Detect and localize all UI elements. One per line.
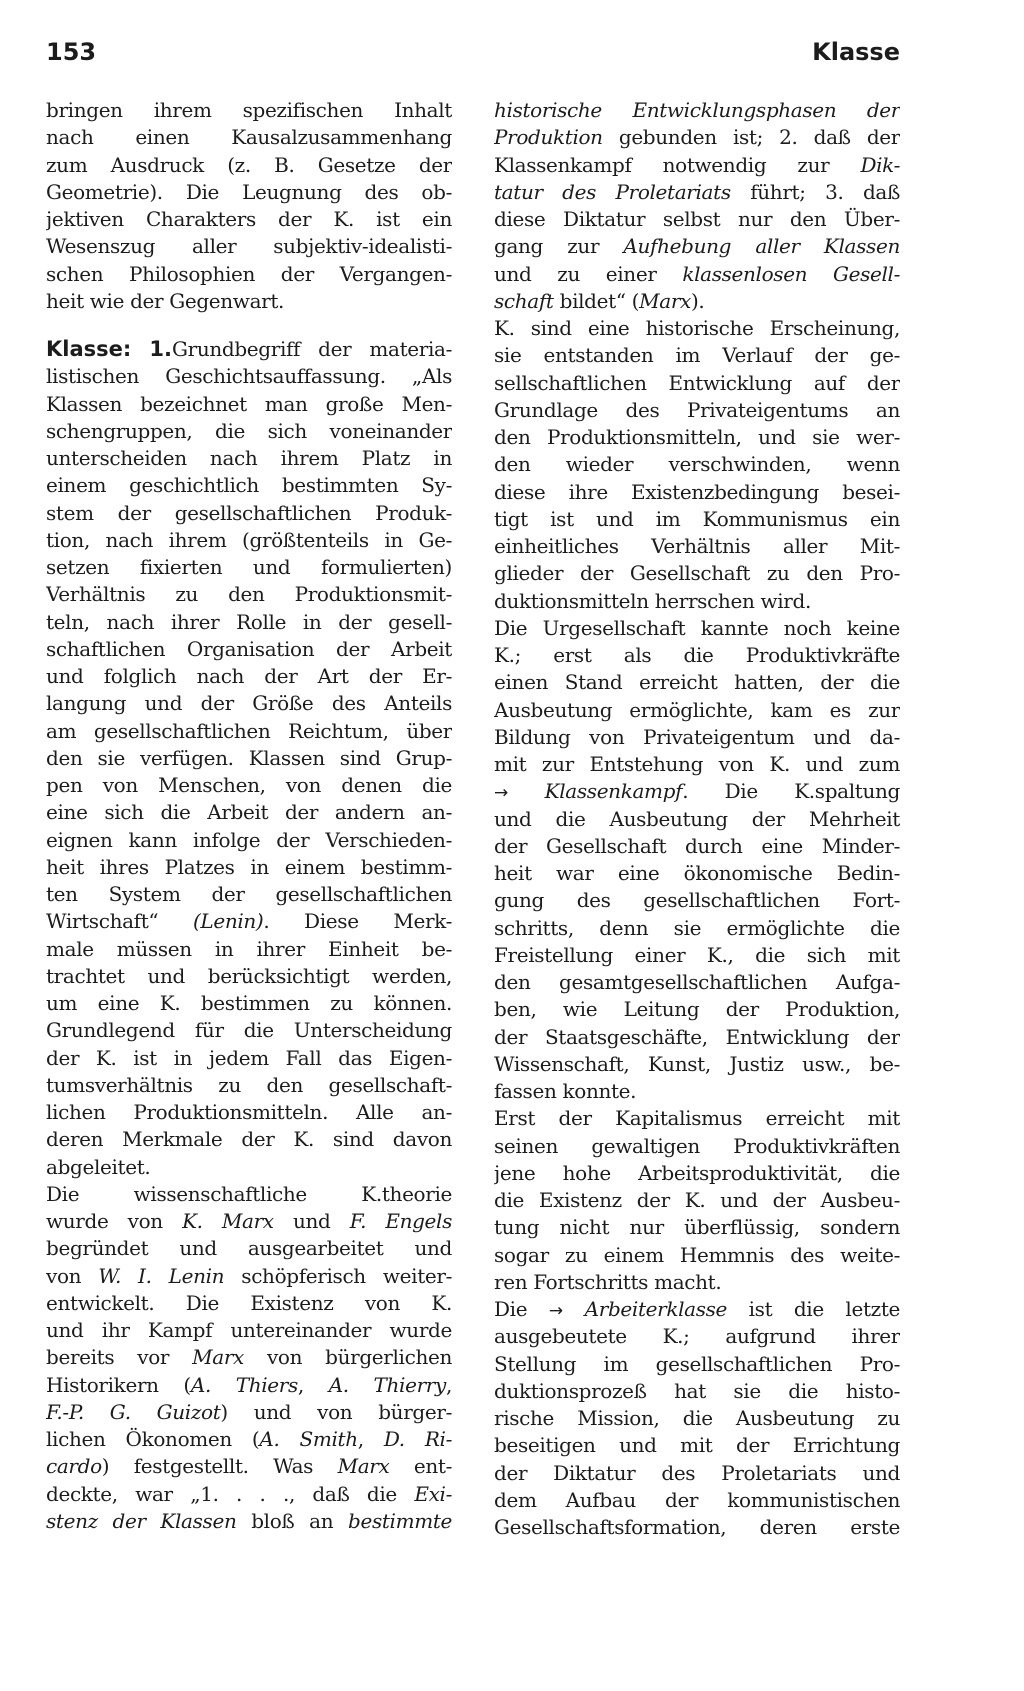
text-line: schaft bildet“ (Marx). [494,288,705,313]
author-name: cardo [46,1454,102,1479]
text-line: einheitliches Verhältnis aller Mit- [494,534,900,558]
page-number: 153 [46,38,97,66]
text-line: setzen fixierten und formulierten) [46,555,452,579]
text-line: und folglich nach der Art der Er- [46,664,452,688]
page-header [46,38,900,78]
text-line: Erst der Kapitalismus erreicht mit [494,1106,900,1131]
emphasis: stenz der Klassen [46,1508,237,1533]
text-line: bereits vor Marx von bürgerlichen [46,1345,452,1370]
author-citation: (Lenin) [192,909,264,934]
text-line: male müssen in ihrer Einheit be- [46,936,452,961]
emphasis: schaft [494,288,554,313]
text-line: Ausbeutung ermöglichte, kam es zur [494,697,900,722]
text-line: Produktion gebunden ist; 2. daß der [494,125,900,150]
text-line: ren Fortschritts macht. [494,1269,722,1294]
emphasis: klassenlosen Gesell- [682,261,900,286]
cross-reference-klassenkampf[interactable]: Klassenkampf [544,779,683,804]
paragraph-marx-quote-end [494,97,900,315]
text-line: Die wissenschaftliche K.theorie [46,1181,452,1206]
running-head: Klasse [812,38,900,66]
text-line: K. sind eine historische Erscheinung, [494,316,900,340]
text-line: lichen Ökonomen (A. Smith, D. Ri- [46,1427,452,1451]
text-line: tumsverhältnis zu den gesellschaft- [46,1072,452,1097]
text-line: entwickelt. Die Existenz von K. [46,1290,452,1315]
text-line: sogar zu einem Hemmnis des weite- [494,1242,900,1267]
text-line: pen von Menschen, von denen die [46,773,452,797]
entry-gap [46,315,452,336]
text-line: lichen Produktionsmitteln. Alle an- [46,1100,452,1124]
paragraph-urgesellschaft [494,615,900,1106]
text-line: ausgebeutete K.; aufgrund ihrer [494,1324,900,1349]
text-line: seinen gewaltigen Produktivkräften [494,1133,900,1158]
text-line: heit wie der Gegenwart. [46,288,285,313]
text-line: tion, nach ihrem (größtenteils in Ge- [46,527,452,552]
text-line: den Produktionsmitteln, und sie wer- [494,425,900,449]
text-line: Freistellung einer K., die sich mit [494,942,900,967]
paragraph-kapitalismus [494,1105,900,1296]
paragraph-historical [494,315,900,615]
text-line: Die Urgesellschaft kannte noch keine [494,615,900,640]
author-name: A. Thiers [190,1372,298,1397]
text-line: unterscheiden nach ihrem Platz in [46,446,452,470]
text-line: tung nicht nur überflüssig, sondern [494,1215,900,1240]
text-line [494,97,900,124]
text-line: der Gesellschaft durch eine Minder- [494,833,900,858]
text-line: ten System der gesellschaftlichen [46,882,452,906]
entry-sense-number: 1. [149,337,172,361]
text-line: F.-P. G. Guizot) und von bürger- [46,1399,452,1424]
text-line: den sie verfügen. Klassen sind Grup- [46,745,452,770]
text-line: jektiven Charakters der K. ist ein [46,207,452,231]
text-line: listischen Geschichtsauffassung. „Als [46,364,452,389]
text-line: mit zur Entstehung von K. und zum [494,752,900,776]
text-line: diese ihre Existenzbedingung besei- [494,479,900,504]
author-name: D. Ri- [383,1427,452,1451]
text-line: jene hohe Arbeitsproduktivität, die [494,1160,900,1185]
text-line: Grundlage des Privateigentums an [494,397,900,422]
right-column [494,97,900,1541]
text-line: → Klassenkampf. Die K.spaltung [494,779,900,804]
text-line: abgeleitet. [46,1154,151,1179]
text-line: Geometrie). Die Leugnung des ob- [46,179,452,204]
text-line: rische Mission, die Ausbeutung zu [494,1406,900,1430]
text-line: langung und der Größe des Anteils [46,691,452,716]
emphasis: Dik- [860,152,900,177]
text-line: und zu einer klassenlosen Gesell- [494,261,900,286]
text-line: teln, nach ihrer Rolle in der gesell- [46,609,452,634]
text-line: gang zur Aufhebung aller Klassen [494,234,900,259]
text-line: Gesellschaftsformation, deren erste [494,1515,900,1539]
text-line: den wieder verschwinden, wenn [494,452,900,477]
author-name: W. I. Lenin [98,1263,225,1288]
entry-term: Klasse: [46,337,132,361]
cross-reference-arbeiterklasse[interactable]: Arbeiterklasse [584,1297,728,1321]
author-citation: Marx [639,288,691,313]
text-line: nach einen Kausalzusammenhang [46,125,452,150]
text-line: duktionsmitteln herrschen wird. [494,588,811,613]
text-line: Klassen bezeichnet man große Men- [46,391,452,416]
text-line: deckte, war „1. . . ., daß die Exi- [46,1481,452,1506]
text-line: dem Aufbau der kommunistischen [494,1487,900,1512]
text-line: sie entstanden im Verlauf der ge- [494,343,900,368]
paragraph-intro-continuation [46,97,452,315]
text-line: der K. ist in jedem Fall das Eigen- [46,1045,452,1070]
text-line: und die Ausbeutung der Mehrheit [494,806,900,831]
text-line: fassen konnte. [494,1079,637,1103]
text-line: Klasse: 1.Grundbegriff der materia- [46,337,452,361]
text-line: schen Philosophien der Vergangen- [46,261,452,286]
emphasis: bestimmte [348,1508,452,1533]
author-name: Marx [192,1345,244,1370]
emphasis: historische Entwicklungsphasen der [494,98,900,122]
text-line: tigt ist und im Kommunismus ein [494,506,900,531]
text-line: Grundlegend für die Unterscheidung [46,1018,452,1043]
text-line: Bildung von Privateigentum und da- [494,724,900,749]
text-line: Wissenschaft, Kunst, Justiz usw., be- [494,1051,900,1076]
text-line: einen Stand erreicht hatten, der die [494,670,900,695]
text-line: eine sich die Arbeit der andern an- [46,800,452,825]
text-line: von W. I. Lenin schöpferisch weiter- [46,1263,452,1288]
text-line: eignen kann infolge der Verschieden- [46,827,452,852]
text-line: ben, wie Leitung der Produktion, [494,997,900,1022]
author-name: Marx [337,1454,390,1479]
text-line: zum Ausdruck (z. B. Gesetze der [46,152,452,177]
text-line: trachtet und berücksichtigt werden, [46,963,452,988]
cross-reference-arrow-icon: → [494,783,509,804]
text-line: begründet und ausgearbeitet und [46,1236,452,1261]
paragraph-theory [46,1181,452,1535]
text-line: schaftlichen Organisation der Arbeit [46,636,452,661]
emphasis: Exi- [414,1481,452,1506]
text-line: Die → Arbeiterklasse ist die letzte [494,1297,900,1321]
text-line: heit ihres Platzes in einem bestimm- [46,854,452,879]
text-line: schengruppen, die sich voneinander [46,418,452,443]
text-line: Klassenkampf notwendig zur Dik- [494,152,900,177]
text-line: die Existenz der K. und der Ausbeu- [494,1188,900,1212]
author-name: F. Engels [349,1209,452,1233]
text-line: K.; erst als die Produktivkräfte [494,643,900,667]
emphasis: tatur des Proletariats [494,179,731,204]
text-line: gung des gesellschaftlichen Fort- [494,888,900,913]
text-line: den gesamtgesellschaftlichen Aufga- [494,970,900,994]
text-line: heit war eine ökonomische Bedin- [494,861,900,885]
text-line: Verhältnis zu den Produktionsmit- [46,582,452,607]
text-line: diese Diktatur selbst nur den Über- [494,207,900,231]
entry-klasse [46,336,452,1181]
text-line: um eine K. bestimmen zu können. [46,991,452,1015]
emphasis: Aufhebung aller Klassen [623,234,900,259]
text-line: und ihr Kampf untereinander wurde [46,1318,452,1342]
text-line: sellschaftlichen Entwicklung auf der [494,370,900,395]
text-line: bringen ihrem spezifischen Inhalt [46,98,452,122]
author-name: A. Thierry [328,1372,446,1397]
text-line: Wesenszug aller subjektiv-idealisti- [46,234,452,259]
author-name: A. Smith [259,1427,358,1451]
text-line: Historikern (A. Thiers, A. Thierry, [46,1372,452,1397]
text-line: stem der gesellschaftlichen Produk- [46,500,452,525]
text-line: duktionsprozeß hat sie die histo- [494,1378,900,1403]
text-line: cardo) festgestellt. Was Marx ent- [46,1454,452,1479]
emphasis: Produktion [494,125,603,150]
paragraph-arbeiterklasse [494,1296,900,1541]
text-line: der Staatsgeschäfte, Entwicklung der [494,1024,900,1049]
author-name: F.-P. G. Guizot [46,1399,221,1424]
text-line: schritts, denn sie ermöglichte die [494,915,900,940]
text-line: Wirtschaft“ (Lenin). Diese Merk- [46,909,452,934]
text-line: Stellung im gesellschaftlichen Pro- [494,1351,900,1376]
text-line: deren Merkmale der K. sind davon [46,1127,452,1152]
text-line: glieder der Gesellschaft zu den Pro- [494,561,900,586]
text-line: wurde von K. Marx und F. Engels [46,1209,452,1233]
text-line: stenz der Klassen bloß an bestimmte [46,1508,452,1533]
cross-reference-arrow-icon: → [548,1301,564,1321]
left-column [46,97,452,1535]
text-line: tatur des Proletariats führt; 3. daß [494,179,900,204]
author-name: K. Marx [182,1209,274,1233]
text-line: einem geschichtlich bestimmten Sy- [46,473,452,498]
text-line: am gesellschaftlichen Reichtum, über [46,718,452,743]
text-line: der Diktatur des Proletariats und [494,1460,900,1485]
text-line: beseitigen und mit der Errichtung [494,1433,900,1458]
